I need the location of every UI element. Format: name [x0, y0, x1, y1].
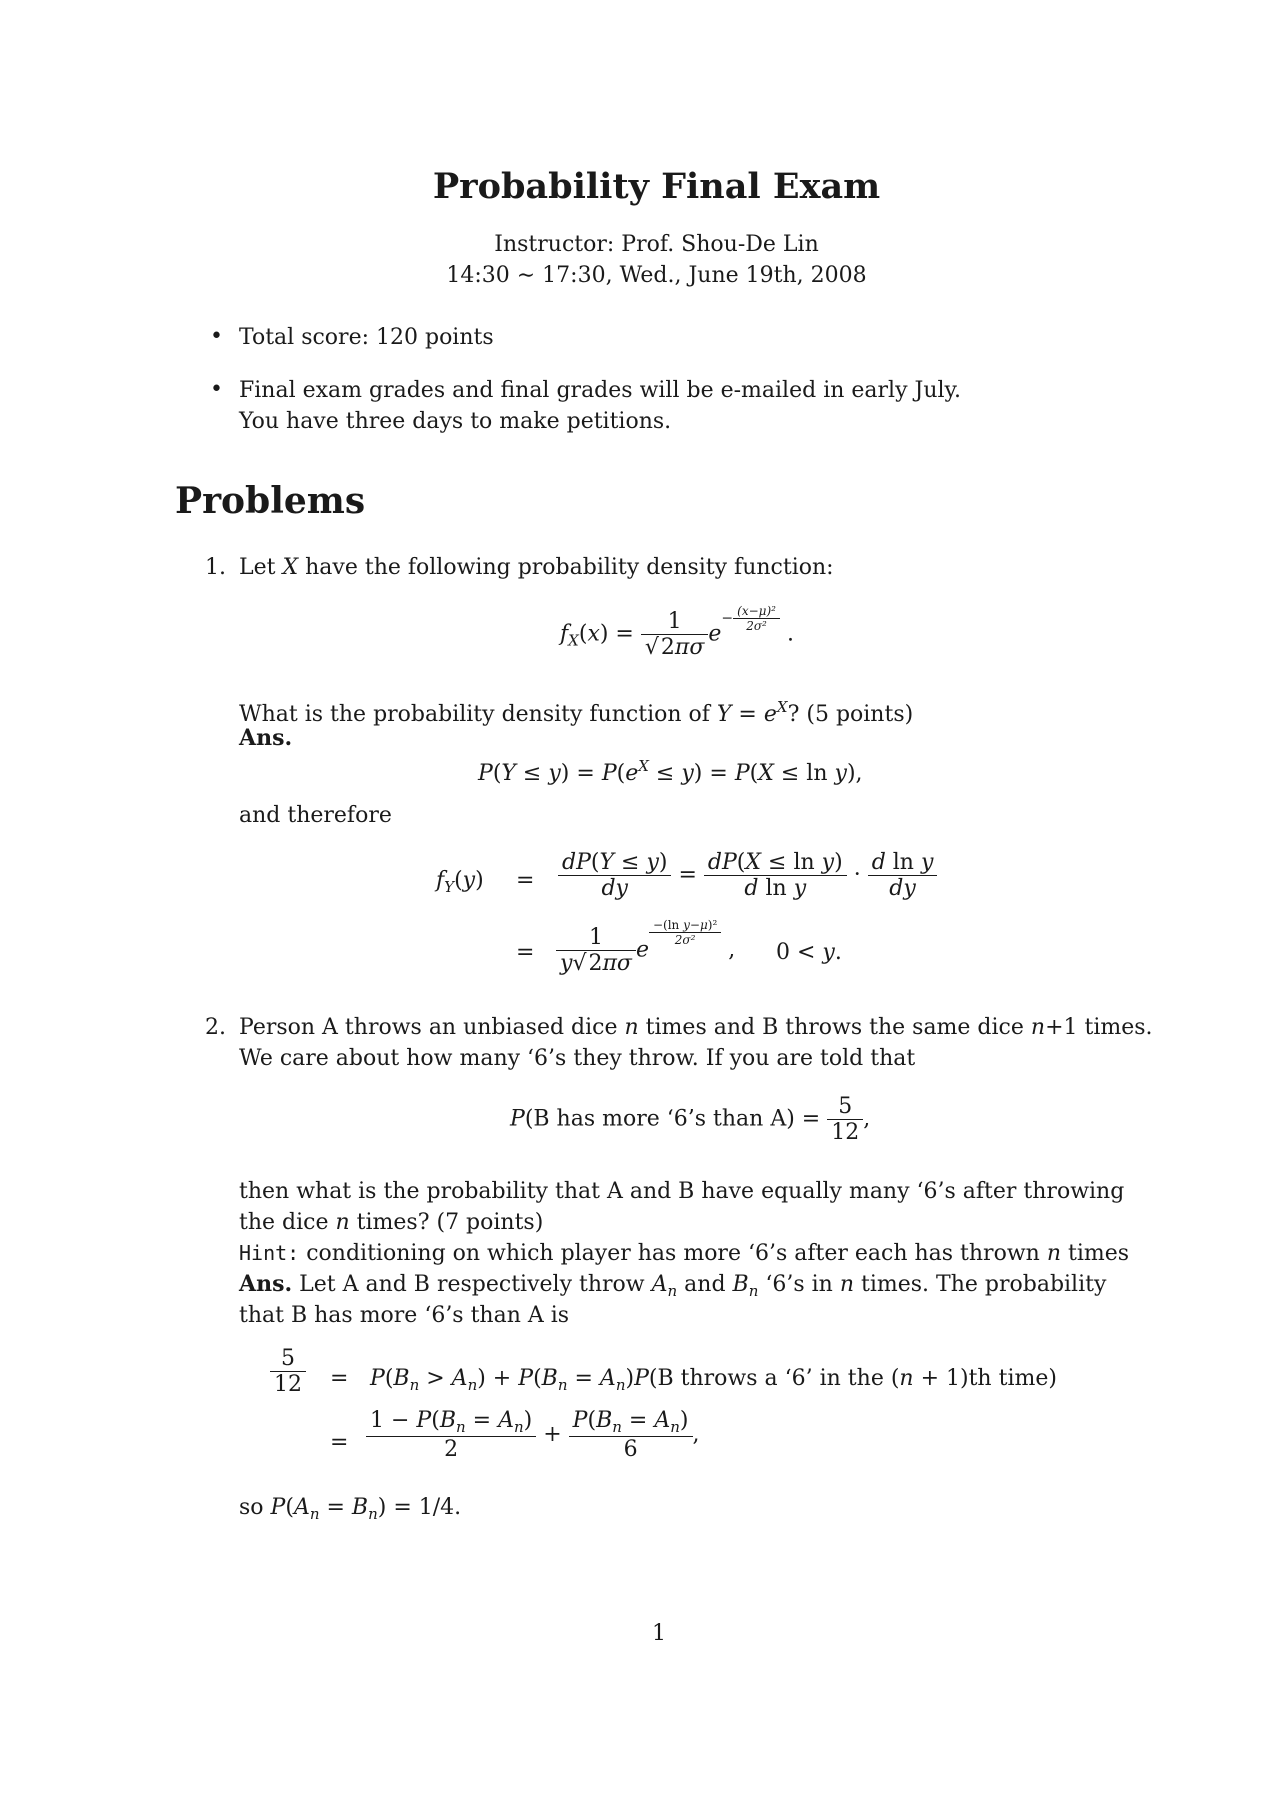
- problem2-line4: the dice n times? (7 points): [239, 1210, 544, 1235]
- bullet-dot: •: [210, 324, 223, 349]
- problem2-answer-line2: that B has more ‘6’s than A is: [239, 1303, 570, 1328]
- section-heading: Problems: [175, 480, 366, 522]
- derivative-chain: $\frac{dP(Y \le y)}{dy}$ = $\frac{\text{dP(X ≤ ln y)}}{\text{d ln y}}$ · $\frac{\text{d ln y}}{dy}$: [558, 850, 937, 901]
- bullet-grades: Final exam grades and final grades will be e-mailed in early July.: [239, 378, 962, 403]
- equals-sign: =: [516, 868, 535, 893]
- answer-label: Ans.: [239, 1271, 293, 1297]
- bullet-petitions: You have three days to make petitions.: [239, 409, 672, 434]
- bullet-total-score: Total score: 120 points: [239, 325, 494, 350]
- and-therefore-text: and therefore: [239, 803, 392, 828]
- five-twelfths: $\frac{5}{12}$: [270, 1346, 306, 1397]
- problem-number: 1.: [205, 555, 226, 580]
- conclusion: so $P(A_n = B_n) = 1/4$.: [239, 1495, 462, 1523]
- derivation-line1: $P(B_n > A_n) + P(B_n = A_n)P(B$ throws a ‘6’ in the (n + 1)th time): [370, 1366, 1057, 1394]
- given-probability: P(B has more ‘6’s than A) = $\frac{5}{12}$ ,: [510, 1094, 871, 1145]
- page-number: 1: [652, 1621, 666, 1646]
- equals-sign: =: [330, 1430, 349, 1455]
- pdf-y-lhs: $f_Y(y)$: [436, 868, 484, 896]
- cdf-equation: $P(Y \le y) = P(e^X \le y) = P(X \le \ln y)$,: [478, 757, 863, 786]
- problem-number: 2.: [205, 1015, 226, 1040]
- hint-line: Hint: conditioning on which player has more ‘6’s after each has thrown n times: [239, 1241, 1130, 1266]
- derivation-line2: $\frac{1 - P(B_n = A_n)}{2}$ + $\frac{P(B_n = A_n)}{6}$ ,: [366, 1408, 700, 1462]
- pdf-y-result: $\frac{1}{y√2\pi\sigma}$ e $\frac{\text{−(ln y−μ)²}}{\text{2σ²}}$ ,: [556, 918, 735, 976]
- instructor-line: Instructor: Prof. Shou-De Lin: [494, 232, 819, 257]
- hint-label: Hint:: [239, 1241, 300, 1265]
- problem1-question: What is the probability density function of $Y = e^X$? (5 points): [239, 698, 914, 727]
- answer-label: Ans.: [239, 725, 293, 751]
- pdf-equation: $f_X(x)$ = $\frac{1}{√2\pi\sigma}$ e− $\frac{\text{(x−μ)²}}{\text{2σ²}}$ .: [560, 604, 794, 660]
- problem2-answer-line: Ans. Let A and B respectively throw $A_n$ and $B_n$ ‘6’s in n times. The probability: [239, 1271, 1107, 1300]
- exam-time: 14:30 ∼ 17:30, Wed., June 19th, 2008: [446, 263, 867, 288]
- equals-sign: =: [516, 940, 535, 965]
- problem1-statement: Let X have the following probability density function:: [239, 555, 834, 580]
- bullet-dot: •: [210, 377, 223, 402]
- page-title: Probability Final Exam: [432, 166, 881, 207]
- problem2-line1: Person A throws an unbiased dice n times and B throws the same dice n+1 times.: [239, 1015, 1153, 1040]
- problem2-line2: We care about how many ‘6’s they throw. If you are told that: [239, 1046, 916, 1071]
- equals-sign: =: [330, 1366, 349, 1391]
- domain-condition: 0 < y.: [776, 940, 842, 965]
- problem2-line3: then what is the probability that A and B have equally many ‘6’s after throwing: [239, 1179, 1125, 1204]
